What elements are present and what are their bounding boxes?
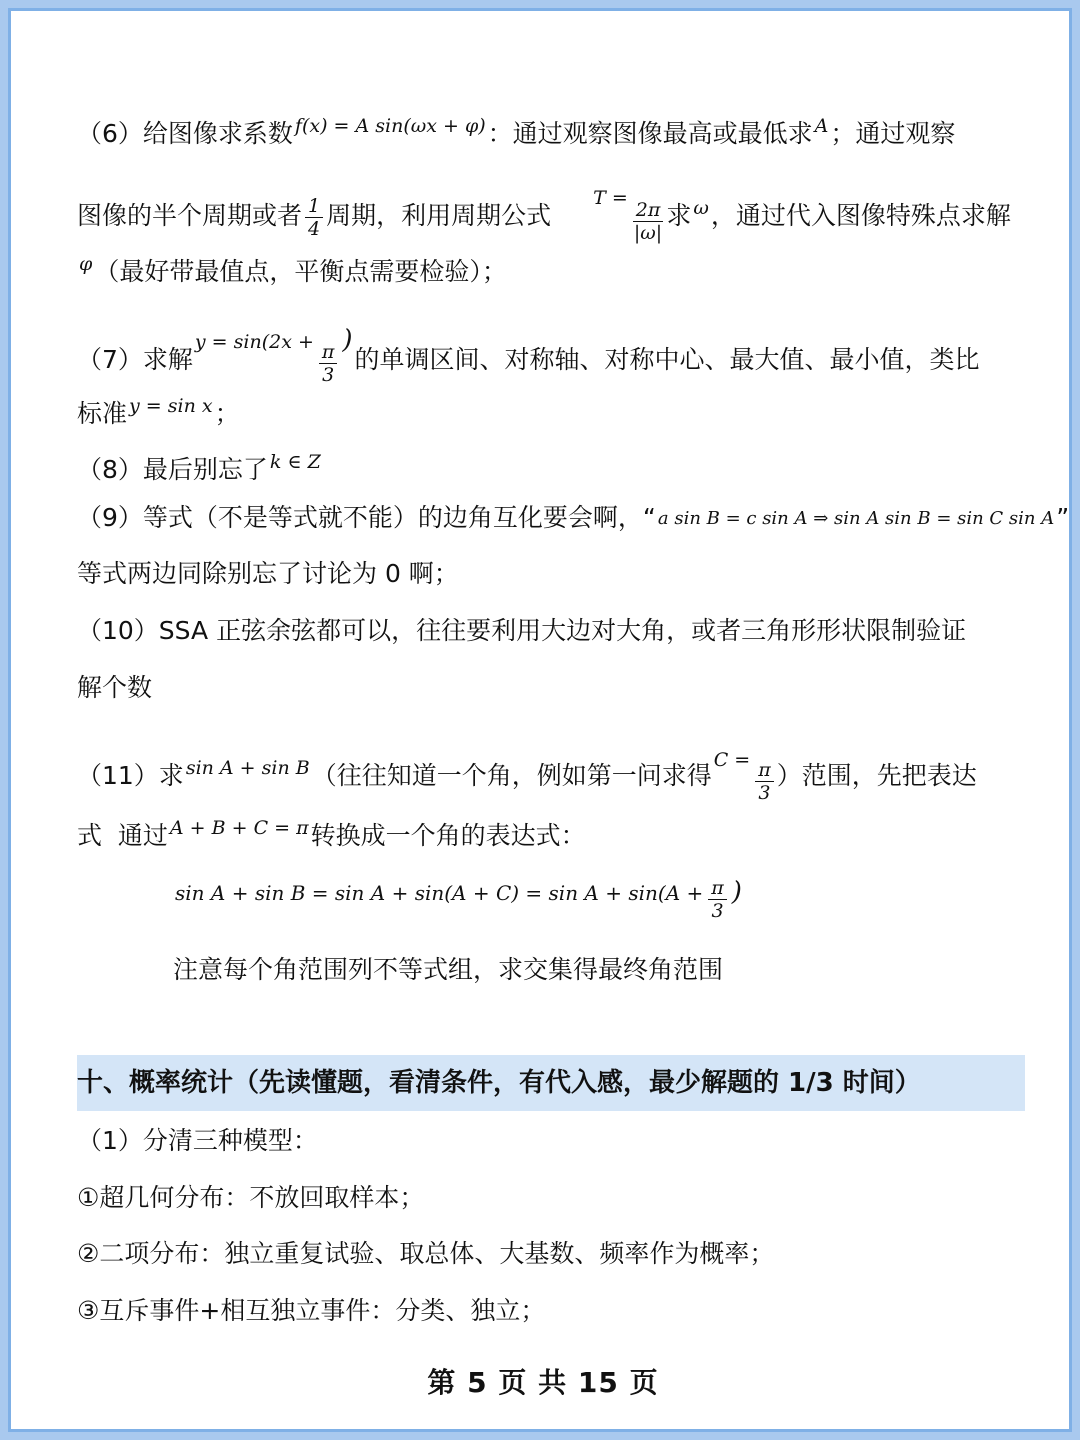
section-title: 十、概率统计（先读懂题，看清条件，有代入感，最少解题的 1/3 时间） <box>77 1068 921 1098</box>
fraction-pi-3-num: π <box>755 759 774 782</box>
formula-law-of-sines: a sin B = c sin A ⇒ sin A sin B = sin C sin A <box>657 508 1055 529</box>
item-11-text-c: ）范围，先把表达 <box>776 761 977 790</box>
item-6-text-h: （最好带最值点，平衡点需要检验）； <box>94 257 507 286</box>
item-7-text-c: 标准 <box>77 399 128 428</box>
formula-f-x: f(x) = A sin(ωx + φ) <box>294 115 486 137</box>
equation-paren: ) <box>731 877 742 907</box>
item-9-close-quote: ” <box>1056 503 1070 532</box>
item-6-line-1 <box>77 109 955 151</box>
item-10-text-b: 解个数 <box>77 673 153 702</box>
item-11-label: （11）求 <box>77 761 184 790</box>
item-7-line-2 <box>77 389 240 431</box>
function-sin-2x: y = sin(2x + <box>194 331 314 353</box>
item-7-text-b: 的单调区间、对称轴、对称中心、最大值、最小值，类比 <box>354 345 980 374</box>
formula-y-sinx: y = sin x <box>129 395 213 417</box>
symbol-A: A <box>814 115 829 137</box>
section-line-3 <box>77 1237 774 1271</box>
item-10-text-a: （10）SSA 正弦余弦都可以，往往要利用大边对大角，或者三角形形状限制验证 <box>77 616 967 645</box>
item-6-text-g: ，通过代入图像特殊点求解 <box>710 201 1011 230</box>
formula-angle-sum: A + B + C = π <box>169 817 309 839</box>
item-7-text-d: ； <box>214 399 240 428</box>
item-6-text-f: 求 <box>666 201 692 230</box>
item-6-text-c: ；通过观察 <box>830 119 956 148</box>
equation-frac-num: π <box>708 877 727 900</box>
item-11-text-f: 注意每个角范围列不等式组，求交集得最终角范围 <box>173 955 724 984</box>
symbol-omega: ω <box>693 197 709 219</box>
fraction-quarter <box>305 195 323 240</box>
function-frac-den: 3 <box>322 364 335 386</box>
item-6-line-2 <box>77 181 1011 244</box>
item-6-label: （6）给图像求系数 <box>77 119 293 148</box>
fraction-pi-3-den: 3 <box>758 782 771 804</box>
page-number: 第 5 页 共 15 页 <box>427 1366 659 1399</box>
section-line-4 <box>77 1294 545 1328</box>
item-10-line-2 <box>77 671 152 705</box>
section-line-2 <box>77 1181 424 1215</box>
formula-sinA-plus-sinB: sin A + sin B <box>185 757 310 779</box>
period-num: 2π <box>633 199 664 222</box>
item-11-line-2 <box>77 811 586 853</box>
page-footer <box>3 1361 1080 1401</box>
period-den: |ω| <box>633 222 663 244</box>
function-fraction <box>319 341 338 386</box>
item-10-line-1 <box>77 614 966 648</box>
model-hypergeometric: ①超几何分布：不放回取样本； <box>77 1183 425 1212</box>
section-heading <box>77 1055 1025 1111</box>
function-frac-num: π <box>319 341 338 364</box>
fraction-quarter-num: 1 <box>305 195 323 218</box>
function-paren: ) <box>342 325 353 355</box>
item-9-label: （9）等式（不是等式就不能）的边角互化要会啊，“ <box>77 503 656 532</box>
symbol-phi: φ <box>79 253 93 275</box>
item-9-line-2 <box>77 557 459 591</box>
item-6-text-b: ：通过观察图像最高或最低求 <box>487 119 813 148</box>
section-line-1 <box>77 1124 318 1158</box>
formula-k-in-z: k ∈ Z <box>269 451 321 473</box>
item-6-text-d: 图像的半个周期或者 <box>77 201 303 230</box>
item-11-note <box>173 953 723 987</box>
fraction-quarter-den: 4 <box>308 217 321 240</box>
item-11-text-b: （往往知道一个角，例如第一问求得 <box>311 761 712 790</box>
period-formula-fraction <box>633 199 664 244</box>
document-page <box>8 8 1072 1432</box>
equation-frac-den: 3 <box>711 899 724 922</box>
item-11-line-1 <box>77 743 977 804</box>
equation-fraction <box>708 877 727 922</box>
item-8-label: （8）最后别忘了 <box>77 455 268 484</box>
item-7-line-1 <box>77 323 980 386</box>
model-mutually-exclusive: ③互斥事件+相互独立事件：分类、独立； <box>77 1296 546 1325</box>
item-6-line-3 <box>77 247 507 289</box>
item-9-text-c: 等式两边同除别忘了讨论为 0 啊； <box>77 559 459 588</box>
item-11-equation <box>173 875 744 922</box>
fraction-pi-3 <box>755 759 774 804</box>
formula-C-equals: C = <box>713 749 751 771</box>
model-binomial: ②二项分布：独立重复试验、取总体、大基数、频率作为概率； <box>77 1239 775 1268</box>
item-8-line <box>77 445 323 487</box>
item-7-label: （7）求解 <box>77 345 193 374</box>
model-intro: （1）分清三种模型： <box>77 1126 318 1155</box>
item-11-text-d: 式 通过 <box>77 821 168 850</box>
item-9-line-1 <box>77 501 1069 536</box>
period-formula-lhs: T = <box>593 187 628 209</box>
item-6-text-e: 周期，利用周期公式 <box>326 201 552 230</box>
equation-sin-sum: sin A + sin B = sin A + sin(A + C) = sin A + sin(A + <box>175 881 704 905</box>
item-11-text-e: 转换成一个角的表达式： <box>310 821 586 850</box>
